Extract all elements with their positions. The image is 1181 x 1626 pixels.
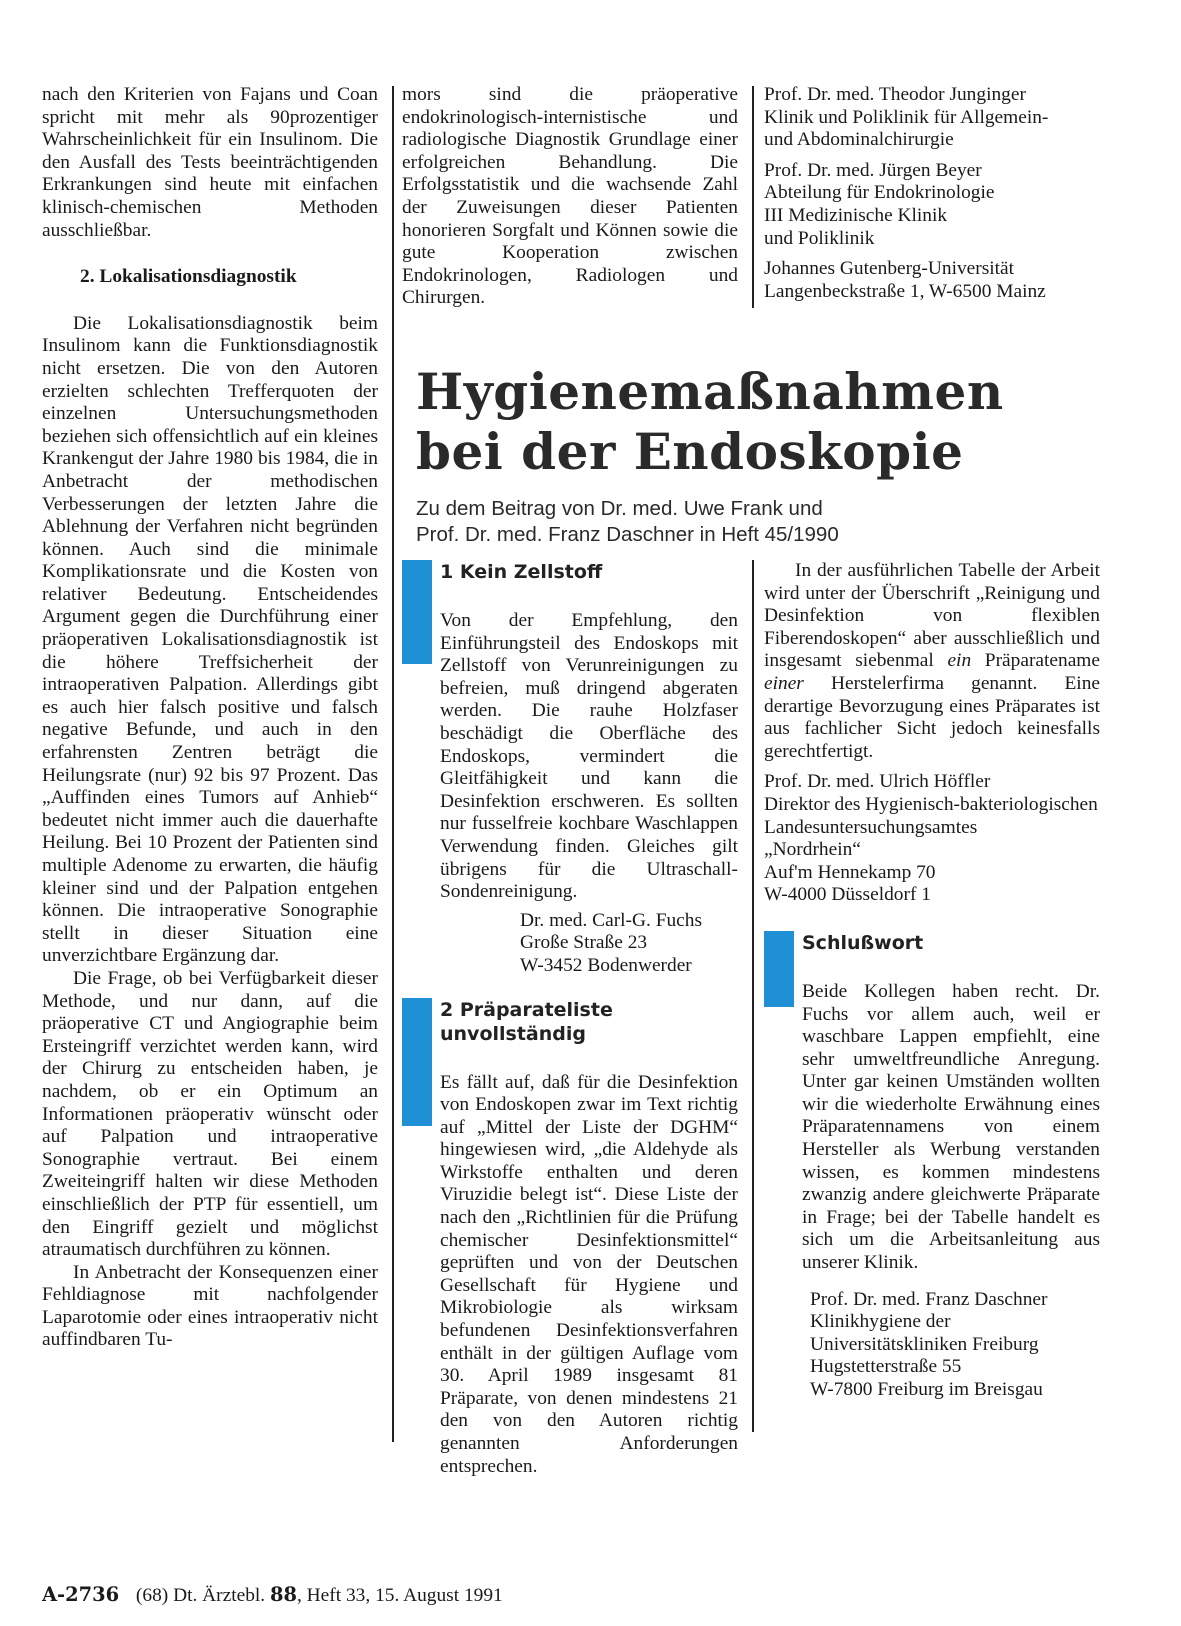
address-line: Prof. Dr. med. Theodor Junginger	[764, 84, 1026, 105]
paragraph: Die Lokalisationsdiagnostik beim Insulinom kann die Funktionsdiagnostik nicht ersetzen. Die von den Autoren erzielten schlechten Trefferquoten der einzelnen Untersuchungsmethoden beziehen sich offensichtlich auf ein kleines Krankengut der Jahre 1980 bis 1984, die in Anbetracht der methodischen Verbesserungen der letzten Jahre die Ablehnung der Verfahren nicht begründen können. Auch sind die minimale Komplikationsrate und die Kosten von relativer Bedeutung. Entscheidendes Argument gegen die Durchführung einer präoperativen Lokalisationsdiagnostik ist die höhere Treffsicherheit der intraoperativen Palpation. Allerdings gibt es auch hier falsch positive und falsch negative Befunde, und auch in den erfahrensten Zentren beträgt die Heilungsrate (nur) 92 bis 97 Prozent. Das „Auffinden eines Tumors auf Anhieb“ bedeutet nicht immer auch die dauerhafte Heilung. Bei 10 Prozent der Patienten sind multiple Adenome zu erwarten, die häufig kleiner sind und der Palpation entgehen können. Die intraoperative Sonographie stellt in dieser Situation eine unverzichtbare Ergänzung dar.	[42, 312, 378, 967]
article-title-line: bei der Endoskopie	[416, 422, 964, 481]
reply-title: Schlußwort	[802, 931, 924, 954]
column-divider	[392, 86, 394, 1442]
signature	[764, 771, 1100, 907]
signature-line: Direktor des Hygienisch-bakteriologischen Landesuntersuchungsamtes	[764, 793, 1098, 838]
article-title	[416, 362, 1156, 482]
emphasis: einer	[764, 672, 804, 694]
address-line: Abteilung für Endokrinologie	[764, 182, 995, 204]
signature-line: „Nordrhein“	[764, 839, 861, 861]
article-subtitle	[416, 496, 1156, 548]
subtitle-line: Zu dem Beitrag von Dr. med. Uwe Frank und	[416, 497, 823, 520]
letter-title: 2 Präparateliste	[440, 998, 613, 1021]
address-line: Prof. Dr. med. Jürgen Beyer	[764, 159, 982, 181]
page-footer	[42, 1584, 503, 1607]
signature-line: Klinikhygiene der	[810, 1311, 951, 1333]
signature	[402, 910, 738, 978]
address-block	[764, 258, 1164, 303]
author-addresses	[764, 84, 1164, 311]
address-line: und Poliklinik	[764, 227, 875, 249]
signature-line: W-7800 Freiburg im Breisgau	[810, 1379, 1043, 1400]
signature-line: Hugstetterstraße 55	[810, 1356, 962, 1378]
letter-title: unvollständig	[440, 1022, 586, 1045]
column-middle-bottom	[402, 560, 738, 1478]
signature-line: Auf'm Hennekamp 70	[764, 861, 936, 883]
letter-title: 1 Kein Zellstoff	[440, 561, 603, 583]
address-line: Johannes Gutenberg-Universität	[764, 258, 1015, 280]
accent-bar	[402, 560, 432, 664]
address-block	[764, 160, 1164, 250]
signature-line: Große Straße 23	[520, 932, 648, 954]
letter-1	[402, 560, 738, 904]
emphasis: ein	[947, 650, 972, 672]
address-line: Klinik und Poliklinik für Allgemein-	[764, 106, 1049, 128]
letter-text: Es fällt auf, daß für die Desinfektion von Endoskopen zwar im Text richtig auf „Mittel der Liste der DGHM“ hingewiesen wird, „die Aldehyde als Wirkstoffe enthalten und deren Viruzidie belegt ist“. Diese Liste der nach den „Richtlinien für die Prüfung chemischer Desinfektionsmittel“ geprüften und von der Deutschen Gesellschaft für Hygiene und Mikrobiologie als wirksam befundenen Desinfektionsverfahren enthält in der gültigen Auflage vom 30. April 1989 insgesamt 81 Präparate, von denen mindestens 21 den von den Autoren richtig genannten Anforderungen entsprechen.	[440, 1071, 738, 1477]
journal-volume: 88	[270, 1583, 297, 1606]
letter-text: In der ausführlichen Tabelle der Arbeit wird unter der Überschrift „Reinigung und Desinfektion von flexiblen Fiberendoskopen“ aber ausschließlich und insgesamt siebenmal ein Präparatename einer Herstelerfirma genannt. Eine derartige Bevorzugung eines Präparates ist aus fachlicher Sicht jedoch keinesfalls gerechtfertigt.	[764, 560, 1100, 762]
column-left	[42, 84, 378, 1352]
signature-line: Universitätskliniken Freiburg	[810, 1333, 1039, 1355]
address-line: III Medizinische Klinik	[764, 204, 948, 226]
column-divider	[752, 560, 754, 1432]
paragraph: In Anbetracht der Konsequenzen einer Fehldiagnose mit nachfolgender Laparotomie oder eines intraoperativ nicht auffindbaren Tu-	[42, 1261, 378, 1351]
column-right-bottom	[764, 560, 1100, 1402]
paragraph: Die Frage, ob bei Verfügbarkeit dieser Methode, und nur dann, auf die präoperative CT und Angiographie beim Ersteingriff verzichtet werden kann, wird der Chirurg zu entscheiden haben, je nachdem, ob er ein Optimum an Informationen präoperativ wünscht oder auf Palpation und intraoperative Sonographie vertraut. Bei einem Zweiteingriff halten wir diese Methoden einschließlich der PTP für essentiell, um den Eingriff gezielt und möglichst atraumatisch durchführen zu können.	[42, 967, 378, 1261]
column-middle-top	[402, 84, 738, 310]
article-title-line: Hygienemaßnahmen	[416, 362, 1004, 421]
signature-line: W-4000 Düsseldorf 1	[764, 884, 931, 906]
signature-line: Prof. Dr. med. Franz Daschner	[810, 1288, 1048, 1310]
signature-line: Prof. Dr. med. Ulrich Höffler	[764, 771, 991, 793]
section-heading: 2. Lokalisationsdiagnostik	[80, 266, 297, 288]
paragraph: mors sind die präoperative endokrinologisch-internistische und radiologische Diagnostik Grundlage einer erfolgreichen Behandlung. Die Erfolgsstatistik und die wachsende Zahl der Zuweisungen dieser Patienten honorieren Sorgfalt und Können sowie die gute Kooperation zwischen Endokrinologen, Radiologen und Chirurgen.	[402, 84, 738, 309]
signature-line: Dr. med. Carl-G. Fuchs	[520, 909, 703, 931]
accent-bar	[764, 931, 794, 1007]
page-number: A-2736	[42, 1583, 120, 1606]
signature-line: W-3452 Bodenwerder	[520, 954, 692, 976]
accent-bar	[402, 998, 432, 1126]
reply	[764, 931, 1100, 1275]
reply-text: Beide Kollegen haben recht. Dr. Fuchs vor allem auch, weil er waschbare Lappen empfiehlt, eine sehr umweltfreundliche Anregung. Unter gar keinen Umständen wollten wir die wiederholte Erwähnung eines Präparatennamens von einem Hersteller als Werbung verstanden wissen, es kommen mindestens zwanzig andere gleichwerte Präparate in Frage; bei der Tabelle handelt es sich um die Arbeitsanleitung aus unserer Klinik.	[802, 980, 1100, 1274]
address-line: und Abdominalchirurgie	[764, 129, 954, 151]
letter-2	[402, 998, 738, 1479]
column-divider	[752, 86, 754, 308]
journal-issue: , Heft 33, 15. August 1991	[296, 1585, 503, 1606]
address-line: Langenbeckstraße 1, W-6500 Mainz	[764, 280, 1046, 302]
address-block	[764, 84, 1164, 152]
journal-ref: (68) Dt. Ärztebl.	[135, 1585, 270, 1606]
paragraph: nach den Kriterien von Fajans und Coan spricht mit mehr als 90prozentiger Wahrscheinlichkeit für ein Insulinom. Die den Ausfall des Tests beeinträchtigenden Erkrankungen sind heute mit einfachen klinisch-chemischen Methoden ausschließbar.	[42, 84, 378, 241]
letter-text: Von der Empfehlung, den Einführungsteil des Endoskops mit Zellstoff von Verunreinigungen zu befreien, muß dringend abgeraten werden. Die rauhe Holzfaser beschädigt die Oberfläche des Endoskops, vermindert die Gleitfähigkeit und kann die Desinfektion erschweren. Es sollten nur fusselfreie kochbare Waschlappen Verwendung finden. Gleiches gilt übrigens für die Ultraschall-Sondenreinigung.	[440, 610, 738, 903]
signature	[764, 1289, 1100, 1402]
subtitle-line: Prof. Dr. med. Franz Daschner in Heft 45/1990	[416, 523, 839, 546]
